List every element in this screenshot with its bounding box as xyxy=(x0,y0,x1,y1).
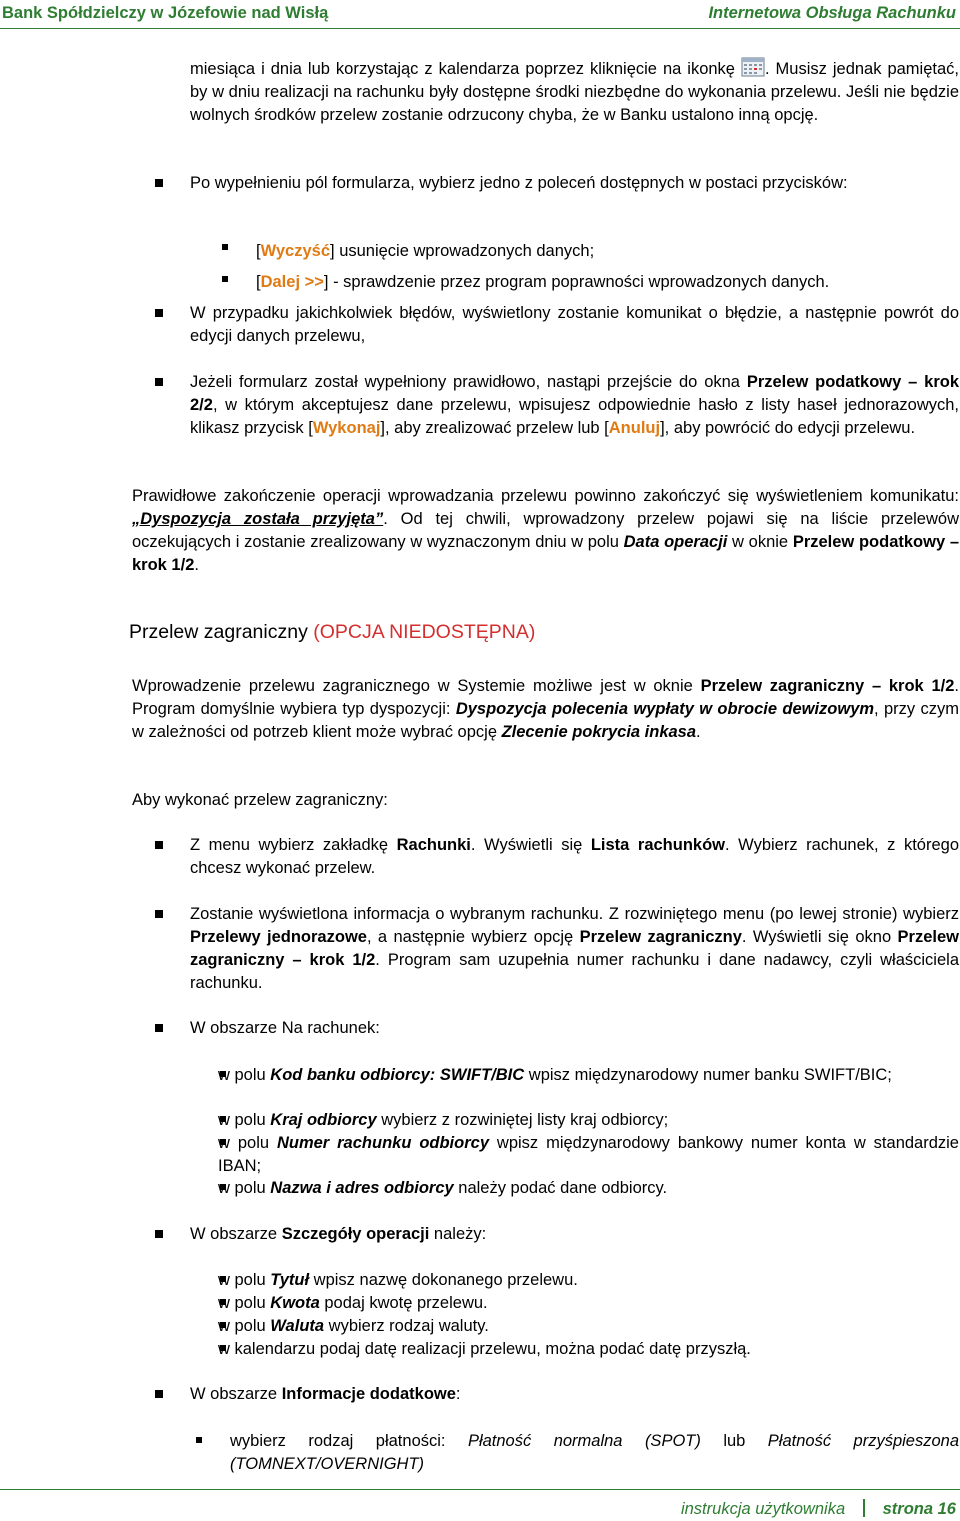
paragraph-how-to: Aby wykonać przelew zagraniczny: xyxy=(132,791,388,809)
clear-button-label: Wyczyść xyxy=(260,242,331,260)
bullet xyxy=(222,244,228,250)
list-item-next: [Dalej >>] - sprawdzenie przez program poprawności wprowadzonych danych. xyxy=(256,273,830,291)
page-header xyxy=(0,0,960,28)
bullet xyxy=(155,1024,163,1032)
area-additional-info: W obszarze Informacje dodatkowe: xyxy=(190,1385,461,1403)
doc-name: instrukcja użytkownika xyxy=(680,1500,846,1518)
bullet xyxy=(155,1230,163,1238)
execute-button-label: Wykonaj xyxy=(312,419,381,437)
app-name: Internetowa Obsługa Rachunku xyxy=(708,4,956,22)
field-currency: w polu Waluta wybierz rodzaj waluty. xyxy=(218,1317,489,1335)
payment-type: wybierz rodzaj płatności: Płatność normalna (SPOT) lub Płatność przyśpieszona (TOMNEXT/OVERNIGHT) xyxy=(230,1432,960,1473)
field-date: w kalendarzu podaj datę realizacji przelewu, można podać datę przyszłą. xyxy=(218,1340,751,1358)
paragraph-success: Jeżeli formularz został wypełniony prawidłowo, nastąpi przejście do okna Przelew podatkowy – krok 2/2, w którym akceptujesz dane przelewu, wpisujesz odpowiednie hasło z listy haseł jednorazowych, klikasz przycisk [Wykonaj], aby zrealizować przelew lub [Anuluj], aby powrócić do edycji przelewu. xyxy=(190,373,960,437)
step-select: Zostanie wyświetlona informacja o wybranym rachunku. Z rozwiniętego menu (po lewej stronie) wybierz Przelewy jednorazowe, a następnie wybierz opcję Przelew zagraniczny. Wyświetli się okno Przelew zagraniczny – krok 1/2. Program sam uzupełnia numer rachunku i dane nadawcy, czyli właściciela rachunku. xyxy=(190,905,959,992)
bullet xyxy=(155,309,163,317)
bullet xyxy=(155,910,163,918)
field-amount: w polu Kwota podaj kwotę przelewu. xyxy=(218,1294,488,1312)
section-heading: Przelew zagraniczny (OPCJA NIEDOSTĘPNA) xyxy=(129,621,536,643)
area-details: W obszarze Szczegóły operacji należy: xyxy=(190,1225,487,1243)
page-footer xyxy=(0,1489,960,1519)
step-menu: Z menu wybierz zakładkę Rachunki. Wyświetli się Lista rachunków. Wybierz rachunek, z którego chcesz wykonać przelew. xyxy=(190,836,959,877)
page-number: strona 16 xyxy=(882,1500,956,1518)
unavailable-note: (OPCJA NIEDOSTĘPNA) xyxy=(313,621,536,643)
footer-separator xyxy=(863,1499,865,1517)
paragraph-errors: W przypadku jakichkolwiek błędów, wyświetlony zostanie komunikat o błędzie, a następnie powrót do edycji danych przelewu, xyxy=(190,304,959,345)
list-item-clear: [Wyczyść] usunięcie wprowadzonych danych; xyxy=(256,242,595,260)
field-title: w polu Tytuł wpisz nazwę dokonanego przelewu. xyxy=(218,1271,578,1289)
field-account-number: w polu Numer rachunku odbiorcy wpisz międzynarodowy bankowy numer konta w standardzie IBAN; xyxy=(218,1134,959,1175)
bullet xyxy=(155,179,163,187)
bullet xyxy=(222,276,228,282)
footer-rule xyxy=(0,1489,960,1490)
calendar-icon[interactable] xyxy=(741,57,765,77)
field-recipient-name: w polu Nazwa i adres odbiorcy należy podać dane odbiorcy. xyxy=(218,1179,668,1197)
area-to-account: W obszarze Na rachunek: xyxy=(190,1019,380,1037)
cancel-button-label: Anuluj xyxy=(608,419,661,437)
bank-name: Bank Spółdzielczy w Józefowie nad Wisłą xyxy=(2,4,329,22)
paragraph-buttons-info: Po wypełnieniu pól formularza, wybierz jedno z poleceń dostępnych w postaci przycisków: xyxy=(190,174,848,192)
bullet xyxy=(196,1437,202,1443)
next-button-label: Dalej >> xyxy=(260,273,324,291)
field-swift: w polu Kod banku odbiorcy: SWIFT/BIC wpisz międzynarodowy numer banku SWIFT/BIC; xyxy=(218,1066,892,1084)
bullet xyxy=(155,841,163,849)
header-rule xyxy=(0,28,960,29)
bullet xyxy=(155,1390,163,1398)
paragraph-foreign-intro: Wprowadzenie przelewu zagranicznego w Systemie możliwe jest w oknie Przelew zagraniczny – krok 1/2. Program domyślnie wybiera typ dyspozycji: Dyspozycja polecenia wypłaty w obrocie dewizowym, przy czym w zależności od potrzeb klient może wybrać opcję Zlecenie pokrycia inkasa. xyxy=(132,677,960,741)
paragraph-calendar-info: miesiąca i dnia lub korzystając z kalendarza poprzez kliknięcie na ikonkę . Musisz jednak pamiętać, by w dniu realizacji na rachunku były dostępne środki niezbędne do wykonania przelewu. Jeśli nie będzie wolnych środków przelew zostanie odrzucony chyba, że w Banku ustalono inną opcję. xyxy=(190,57,959,127)
field-country: w polu Kraj odbiorcy wybierz z rozwiniętej listy kraj odbiorcy; xyxy=(218,1111,669,1129)
bullet xyxy=(155,378,163,386)
paragraph-completion: Prawidłowe zakończenie operacji wprowadzania przelewu powinno zakończyć się wyświetleniem komunikatu: „Dyspozycja została przyjęta”. Od tej chwili, wprowadzony przelew pojawi się na liście przelewów oczekujących i zostanie zrealizowany w wyznaczonym dniu w polu Data operacji w oknie Przelew podatkowy – krok 1/2. xyxy=(132,487,959,574)
